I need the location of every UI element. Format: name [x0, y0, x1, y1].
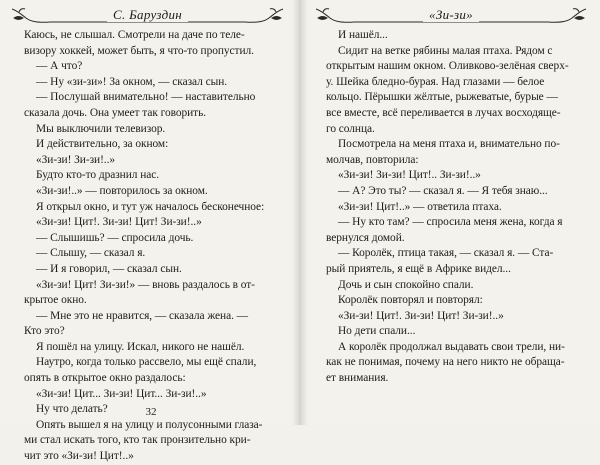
text-line: все вместе, всё переливается в лучах восходяще- — [326, 106, 561, 119]
text-line: визору хоккей, может быть, я что-то пропустил. — [24, 44, 254, 57]
text-line: Каюсь, не слышал. Смотрели на даче по теле- — [24, 29, 245, 41]
text-line: Я пошёл на улицу. Искал, никого не нашёл. — [36, 340, 245, 353]
text-line: у. Шейка бледно-бурая. Над глазами — белое — [326, 75, 545, 88]
text-line: Кто это? — [24, 325, 65, 338]
text-line: рый приятель, я ещё в Африке видел... — [326, 262, 511, 275]
left-page — [0, 0, 300, 463]
text-line: ми стал искать того, кто так пронзительно кри- — [24, 434, 251, 447]
text-line: чит это «Зи-зи! Цит!..» — [24, 450, 134, 463]
right-page — [300, 0, 600, 425]
text-line: го солнца. — [326, 122, 375, 135]
text-line: «Зи-зи! Цит!. Зи-зи! Цит! Зи-зи!..» — [36, 216, 202, 229]
text-line: молчав, повторила: — [326, 153, 419, 166]
text-line: вернулся домой. — [326, 231, 405, 244]
text-line: Будто кто-то дразнил нас. — [36, 169, 160, 182]
text-line: Мы выключили телевизор. — [36, 122, 166, 135]
text-line: — Мне это не нравится, — сказала жена. — — [36, 309, 249, 322]
text-line: Посмотрела на меня птаха и, внимательно по- — [338, 138, 560, 151]
text-line: «Зи-зи! Зи-зи! Цит!.. Зи-зи!..» — [338, 169, 481, 182]
text-line: — И я говорил, — сказал сын. — [36, 262, 182, 275]
text-line: — Королёк, птица такая, — сказал я. — Ста- — [338, 247, 554, 260]
text-line: И действительно, за окном: — [36, 138, 169, 151]
text-line: опять в открытое окно раздалось: — [24, 372, 186, 385]
text-line: — А? Это ты? — сказал я. — Я тебя знаю... — [338, 184, 548, 197]
left-running-head-author: С. Баруздин — [107, 7, 188, 22]
book-gutter-shadow — [292, 0, 308, 425]
right-running-header — [314, 6, 588, 26]
text-line: «Зи-зи! Зи-зи!..» — [36, 153, 116, 166]
text-line: «Зи-зи! Цит!..» — ответила птаха. — [338, 200, 502, 213]
text-line: — Послушай внимательно! — наставительно — [36, 91, 256, 104]
text-line: крытое окно. — [24, 294, 87, 307]
text-line: «Зи-зи! Цит... Зи-зи! Цит... Зи-зи!..» — [36, 387, 207, 400]
text-line: «Зи-зи! Цит!. Зи-зи! Цит! Зи-зи!..» — [338, 309, 504, 322]
text-line: Ну что делать? — [36, 403, 108, 416]
right-running-head-title: «Зи-зи» — [423, 7, 479, 22]
text-line: И нашёл... — [338, 29, 388, 41]
text-line: А королёк продолжал выдавать свои трели, ни- — [338, 340, 565, 353]
text-line: — Слышишь? — спросила дочь. — [36, 231, 194, 244]
page-number: 32 — [145, 406, 157, 418]
text-line: Я открыл окно, и тут уж началось бесконечное: — [36, 200, 265, 213]
text-line: Но дети спали... — [338, 325, 416, 338]
right-page-text — [326, 28, 588, 387]
text-line: Дочь и сын спокойно спали. — [338, 278, 474, 291]
text-line: — А что? — [36, 60, 83, 73]
text-line: Опять вышел я на улицу и полусонными глаза- — [36, 418, 263, 431]
text-line: «Зи-зи!..» — повторилось за окном. — [36, 184, 208, 197]
text-line: — Ну кто там? — спросила меня жена, когда я — [338, 216, 563, 229]
text-line: Наутро, когда только рассвело, мы ещё спали, — [36, 356, 257, 369]
text-line: Сидит на ветке рябины малая птаха. Рядом с — [338, 44, 553, 57]
left-running-header — [10, 6, 285, 26]
text-line: ет внимания. — [326, 372, 389, 385]
text-line: «Зи-зи! Цит! Зи-зи!» — вновь раздалось в от- — [36, 278, 255, 291]
text-line: как не понимая, почему на него никто не обраща- — [326, 356, 565, 369]
text-line: сказала дочь. Она умеет так говорить. — [24, 106, 207, 119]
text-line: Королёк повторял и повторял: — [338, 294, 483, 307]
text-line: кольцо. Пёрышки жёлтые, рыжеватые, бурые — — [326, 91, 558, 104]
left-page-text — [24, 28, 282, 465]
text-line: — Слышу, — сказал я. — [36, 247, 146, 260]
text-line: — Ну «зи-зи»! За окном, — сказал сын. — [36, 75, 228, 88]
text-line: открытым нашим окном. Оливково-зелёная сверх- — [326, 60, 569, 73]
